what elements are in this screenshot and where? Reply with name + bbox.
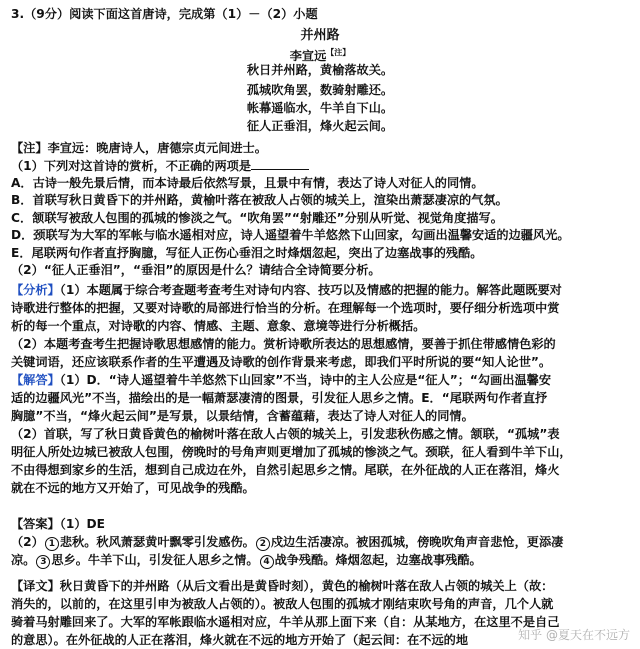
solution-line: 不由得想到家乡的生活，想到自己成边在外，自然引起思乡之情。尾联，在外征战的人正在落泪，烽火	[11, 463, 560, 477]
translation-line: 的意思）。在外征战的人正在落泪，烽火就在不远的地方开始了（起云间：在不远的地	[11, 633, 469, 647]
watermark: 知乎 @夏天在不远方	[518, 628, 630, 642]
option-b: B．首联写秋日黄昏下的并州路，黄榆叶落在被敌人占领的城关上，渲染出萧瑟凄凉的气氛。	[11, 193, 508, 207]
note-tag: 【注】	[11, 141, 48, 155]
note-text: 李宣远：晚唐诗人，唐德宗贞元间进士。	[47, 141, 267, 155]
solution-line: （2）首联，写了秋日黄昏黄色的榆树叶落在敌人占领的城关上，引发悲秋伤感之情。颔联，“孤城”表	[11, 427, 560, 441]
analysis-line: 关键词语，还应该联系作者的生平遭遇及诗歌的创作背景来考虑，即我们平时所说的要“知人论世”。	[11, 355, 552, 369]
solution-tag: 【解答】	[11, 373, 60, 387]
analysis-line: 【分析】（1）本题属于综合考查题考查考生对诗句内容、技巧以及情感的把握的能力。解答此题既要对	[11, 283, 562, 297]
author-note-mark: 【注】	[326, 48, 351, 57]
circled-number: 4	[260, 555, 274, 569]
translation-line: 【译文】秋日黄昏下的并州路（从后文看出是黄昏时刻），黄色的榆树叶落在敌人占领的城关上（故：	[11, 579, 554, 593]
question-header: 3.（9分）阅读下面这首唐诗，完成第（1）－（2）小题	[11, 7, 318, 21]
answer-line: 【答案】（1）DE	[11, 517, 105, 531]
solution-line: 胸臆”不当，“烽火起云间”是写景，以景结情，含蓄蕴藉，表达了诗人对征人的同情。	[11, 409, 474, 423]
poem-author: 李宣远$^{【注】}$	[289, 48, 351, 64]
translation-line: 骑着马射雕回来了。大军的军帐跟临水遥相对应，牛羊从那上面下来（自：从某地方，在这里不是自己	[11, 615, 560, 629]
option-d: D．颈联写为大军的军帐与临水遥相对应，诗人遥望着牛羊悠然下山回家，勾画出温馨安适的边疆风光。	[11, 228, 570, 242]
solution-line: 就在不远的地方又开始了，可见战争的残酷。	[11, 481, 255, 495]
translation-line: 消失的，以前的，在这里引申为被敌人占领的）。被敌人包围的孤城才刚结束吹号角的声音，几个人就	[11, 597, 554, 611]
poem-line: 孤城吹角罢，数骑射雕还。	[246, 83, 394, 97]
solution-line: 明征人所处边城已被敌人包围，傍晚时的号角声则更增加了孤城的惨淡之气。颈联，征人看到牛羊下山，	[11, 445, 572, 459]
q2-prompt: （2）“征人正垂泪”，“垂泪”的原因是什么？请结合全诗简要分析。	[11, 263, 381, 277]
option-c: C．颔联写被敌人包围的孤城的惨淡之气。“吹角罢”“射雕还”分别从听觉、视觉角度描写。	[11, 211, 503, 225]
note	[11, 140, 632, 157]
answer-line: （2） 1 悲秋。秋风萧瑟黄叶飘零引发感伤。 2 戍边生活凄凉。被困孤城，傍晚吹角声音悲怆，更添凄	[11, 535, 564, 549]
analysis-line: 诗歌进行整体的把握，又要对诗歌的局部进行恰当的分析。在理解每一个选项时，要仔细分析选项中赏	[11, 301, 560, 315]
poem-line: 帐幕遥临水，牛羊自下山。	[246, 101, 394, 115]
translation-tag: 【译文	[11, 579, 48, 593]
circled-number: 2	[256, 537, 270, 551]
poem-line: 征人正垂泪，烽火起云间。	[246, 119, 394, 133]
analysis-line: （2）本题考查考生把握诗歌思想感情的能力。赏析诗歌所表达的思想感情，要善于抓住带感情色彩的	[11, 337, 556, 351]
option-a: A．古诗一般先景后情，而本诗最后依然写景，且景中有情，表达了诗人对征人的同情。	[11, 176, 484, 190]
solution-line: 适的边疆风光”不当，描绘出的是一幅萧瑟凄清的图景，引发征人思乡之情。E．“尾联两句作者直抒	[11, 391, 548, 405]
answer-blank	[251, 157, 309, 170]
analysis-line: 析的每一个重点，对诗歌的内容、情感、主题、意象、意境等进行分析概括。	[11, 319, 426, 333]
answer-tag: 【答案】	[11, 517, 60, 531]
circled-number: 3	[36, 555, 50, 569]
option-e: E．尾联两句作者直抒胸臆，写征人正伤心垂泪之时烽烟忽起，突出了边塞战事的残酷。	[11, 246, 483, 260]
q1-prompt: （1）下列对这首诗的赏析，不正确的两项是	[11, 157, 632, 175]
analysis-tag: 【分析】	[11, 283, 60, 297]
circled-number: 1	[45, 537, 59, 551]
solution-line: 【解答】（1）D．“诗人遥望着牛羊悠然下山回家”不当，诗中的主人公应是“征人”；“勾画出温馨安	[11, 373, 552, 387]
poem-title: 并州路	[300, 28, 340, 43]
poem-line: 秋日并州路，黄榆落故关。	[246, 63, 394, 77]
answer-line: 凉。 3 思乡。牛羊下山，引发征人思乡之情。 4 战争残酷。烽烟忽起，边塞战事残酷。	[11, 553, 482, 567]
